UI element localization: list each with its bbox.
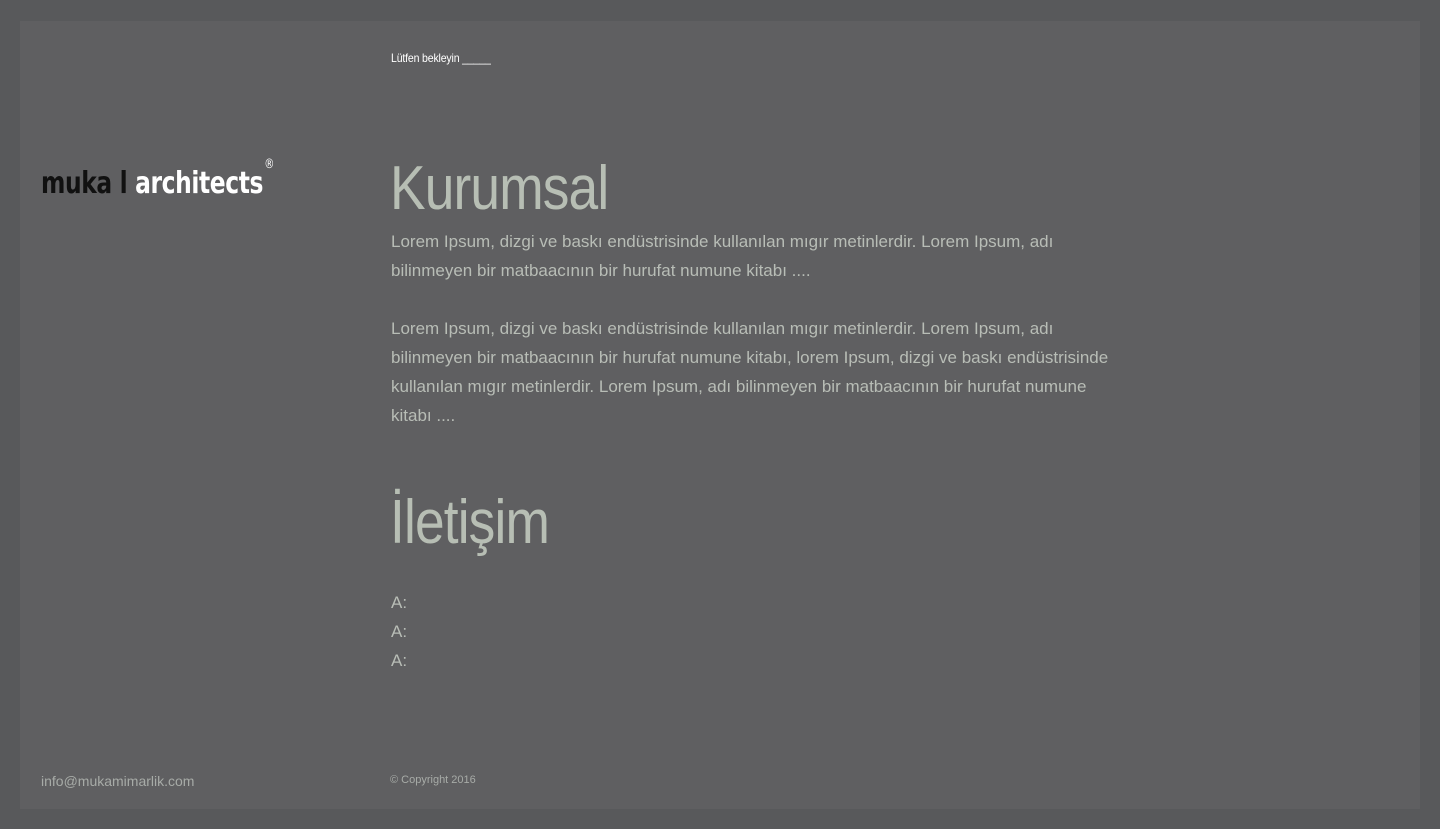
kurumsal-heading: Kurumsal: [390, 154, 609, 223]
page-frame: [20, 21, 1420, 809]
email-link[interactable]: info@mukamimarlik.com: [41, 773, 195, 789]
iletisim-heading: İletişim: [390, 488, 550, 557]
contact-line-1: A:: [391, 593, 408, 612]
logo-architects-text: architects: [135, 166, 264, 201]
kurumsal-paragraph-2: Lorem Ipsum, dizgi ve baskı endüstrisinde kullanılan mıgır metinlerdir. Lorem Ipsum, adı bilinmeyen bir matbaacının bir hurufat numune kitabı, lorem Ipsum, dizgi ve baskı endüstrisinde kullanılan mıgır metinlerdir. Lorem Ipsum, adı bilinmeyen bir matbaacının bir hurufat numune kitabı ....: [391, 319, 1109, 425]
kurumsal-paragraph-1: Lorem Ipsum, dizgi ve baskı endüstrisinde kullanılan mıgır metinlerdir. Lorem Ipsum, adı bilinmeyen bir matbaacının bir hurufat numune kitabı ....: [391, 232, 1054, 280]
registered-mark-icon: ®: [264, 157, 275, 172]
loading-indicator: Lütfen bekleyin _____: [391, 51, 491, 65]
contact-line-2: A:: [391, 622, 408, 641]
logo-separator: l: [119, 166, 128, 201]
contact-details: [391, 588, 407, 675]
logo-muka-text: muka: [41, 166, 112, 201]
contact-line-3: A:: [391, 651, 408, 670]
copyright-text: © Copyright 2016: [390, 774, 476, 786]
site-logo[interactable]: [41, 157, 275, 201]
